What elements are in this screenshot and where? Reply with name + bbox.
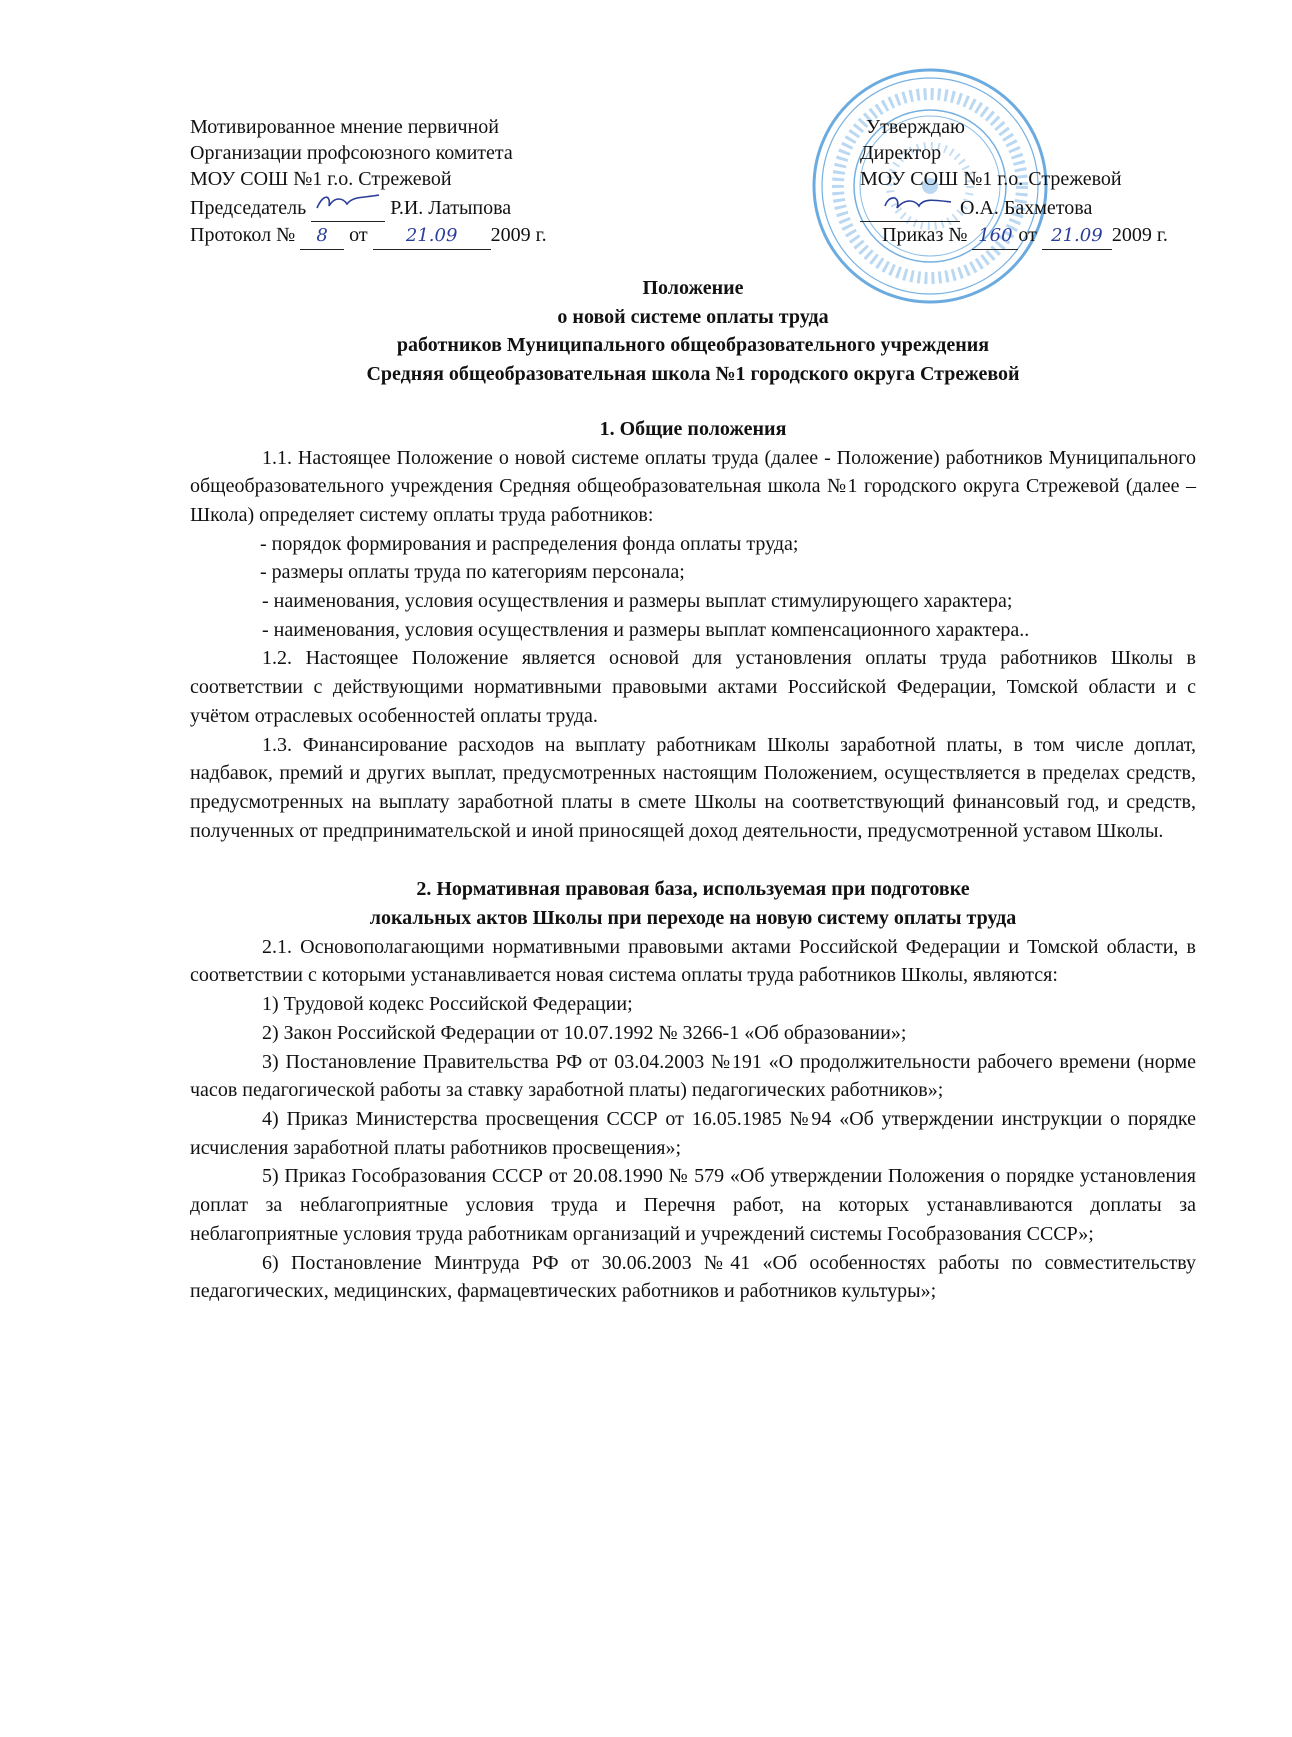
header-right [860, 114, 1168, 250]
director-signature [860, 192, 960, 222]
list-item: - размеры оплаты труда по категориям персонала; [260, 561, 685, 584]
document-body [190, 274, 1196, 1306]
protocol-label: Протокол № [190, 224, 296, 246]
school-line: МОУ СОШ №1 г.о. Стрежевой [860, 168, 1122, 190]
doc-title-1: Положение [642, 277, 744, 299]
director-line [860, 192, 1168, 222]
order-label: Приказ № [882, 224, 968, 246]
section-1-heading: 1. Общие положения [599, 417, 787, 440]
protocol-from: от [349, 224, 368, 246]
union-line-1: Мотивированное мнение первичной [190, 116, 499, 138]
order-from: от [1018, 224, 1037, 246]
protocol-date: 21.09 [373, 223, 491, 250]
director-title: Директор [860, 142, 942, 164]
list-item: - порядок формирования и распределения фонда оплаты труда; [260, 532, 799, 555]
list-item: 3) Постановление Правительства РФ от 03.04.2003 №191 «О продолжительности рабочего времени (норме часов педагогической работы за ставку заработной платы) педагогических работников»; [190, 1050, 1196, 1102]
list-item: 5) Приказ Гособразования СССР от 20.08.1990 № 579 «Об утверждении Положения о порядке установления доплат за неблагоприятные условия труда и Перечня работ, на которых устанавливаются доплаты за неблагоприятные условия труда работникам организаций и учреждений системы Гособразования СССР»; [190, 1165, 1196, 1245]
protocol-number: 8 [300, 223, 344, 250]
paragraph-2-1: 2.1. Основополагающими нормативными правовыми актами Российской Федерации и Томской области, в соответствии с которыми устанавливается новая система оплаты труда работников Школы, являются: [190, 935, 1196, 987]
director-name: О.А. Бахметова [960, 197, 1093, 219]
paragraph-1-1: 1.1. Настоящее Положение о новой системе оплаты труда (далее - Положение) работников Муниципального общеобразовательного учреждения Средняя общеобразовательная школа №1 городского округа Стрежевой (далее – Школа) определяет систему оплаты труда работников: [190, 446, 1196, 526]
signature-icon [865, 192, 955, 214]
order-year: 2009 г. [1111, 224, 1168, 246]
protocol-year: 2009 г. [490, 224, 547, 246]
list-item: 2) Закон Российской Федерации от 10.07.1992 № 3266-1 «Об образовании»; [262, 1021, 907, 1044]
doc-title-2: о новой системе оплаты труда [557, 305, 829, 328]
paragraph-1-3: 1.3. Финансирование расходов на выплату работникам Школы заработной платы, в том числе доплат, надбавок, премий и других выплат, предусмотренных настоящим Положением, осуществляется в пределах средств, предусмотренных на выплату заработной платы в смете Школы на соответствующий финансовый год, и средств, полученных от предпринимательской и иной приносящей доход деятельности, предусмотренной уставом Школы. [190, 733, 1196, 842]
chair-label: Председатель [190, 197, 307, 219]
list-item: 6) Постановление Минтруда РФ от 30.06.2003 №41 «Об особенностях работы по совместительству педагогических, медицинских, фармацевтических работников и работников культуры»; [190, 1251, 1196, 1303]
chair-signature [311, 192, 385, 222]
section-2-heading-1: 2. Нормативная правовая база, используемая при подготовке [416, 878, 970, 901]
list-item: - наименования, условия осуществления и размеры выплат компенсационного характера.. [262, 618, 1030, 641]
order-line [860, 222, 1168, 250]
header-left [190, 114, 547, 250]
union-line-2: Организации профсоюзного комитета [190, 142, 513, 164]
order-date: 21.09 [1042, 223, 1112, 250]
order-number: 160 [972, 223, 1018, 250]
union-line-3: МОУ СОШ №1 г.о. Стрежевой [190, 168, 452, 190]
approve-line: Утверждаю [866, 116, 965, 138]
protocol-line [190, 222, 547, 250]
doc-title-3: работников Муниципального общеобразовательного учреждения [396, 334, 990, 357]
chair-line [190, 192, 547, 222]
doc-title-4: Средняя общеобразовательная школа №1 городского округа Стрежевой [366, 363, 1020, 386]
list-item: 4) Приказ Министерства просвещения СССР от 16.05.1985 №94 «Об утверждении инструкции о порядке исчисления заработной платы работников просвещения»; [190, 1107, 1196, 1159]
list-item: - наименования, условия осуществления и размеры выплат стимулирующего характера; [262, 590, 1013, 613]
chair-name: Р.И. Латыпова [390, 197, 512, 219]
list-item: 1) Трудовой кодекс Российской Федерации; [262, 993, 633, 1016]
section-2-heading-2: локальных актов Школы при переходе на новую систему оплаты труда [369, 907, 1017, 930]
paragraph-1-2: 1.2. Настоящее Положение является основой для установления оплаты труда работников Школы в соответствии с действующими нормативными правовыми актами Российской Федерации, Томской области и с учётом отраслевых особенностей оплаты труда. [190, 647, 1196, 727]
signature-icon [313, 192, 383, 214]
